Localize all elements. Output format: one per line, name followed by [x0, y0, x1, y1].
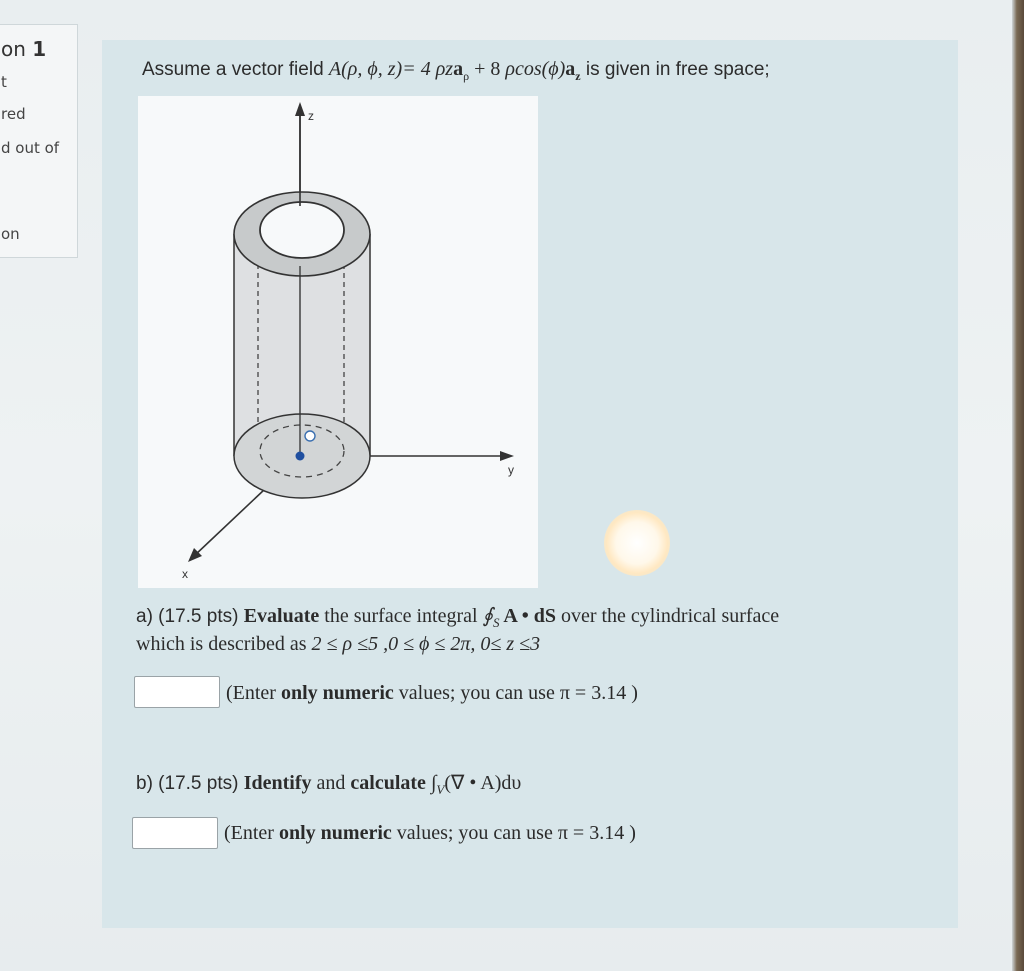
- y-axis-label: y: [508, 463, 514, 477]
- light-glare: [604, 510, 670, 576]
- x-axis-label: x: [182, 567, 188, 581]
- question-status: red: [1, 105, 26, 123]
- question-number: on 1: [1, 37, 47, 61]
- question-info-panel: [0, 24, 78, 258]
- marks-info: d out of: [1, 139, 60, 157]
- answer-hint-a: (Enter only numeric values; you can use π = 3.14 ): [226, 682, 638, 704]
- answer-input-a[interactable]: [134, 676, 220, 708]
- part-b-text: b) (17.5 pts) Identify and calculate $\int_V(\nabla$ • A)dυ: [136, 772, 522, 797]
- vector-field-expression: (ρ, ϕ, z)= 4 ρza$_\rho$ + 8 $\rho\cos(\phi)a_z$: [341, 58, 581, 83]
- flag-question[interactable]: on: [1, 225, 20, 243]
- question-prompt: Assume a vector field A(ρ, ϕ, z)= 4 ρza$_\rho$ + 8 $\rho\cos(\phi)a_z$ is given in free space;: [142, 58, 770, 83]
- cylinder-figure: [138, 96, 538, 588]
- cylinder-diagram: [138, 96, 538, 588]
- part-a-text: a) (17.5 pts) Evaluate the surface integral $∮_S$ A • dS over the cylindrical surface: [136, 605, 780, 630]
- part-a-bounds: which is described as 2 ≤ ρ ≤5 ,0 ≤ ϕ ≤ 2π, 0≤ z ≤3: [136, 633, 541, 655]
- answer-hint-b: (Enter only numeric values; you can use π = 3.14 ): [224, 822, 636, 844]
- z-axis-label: z: [308, 109, 314, 123]
- volume-integral-symbol: $\int_V$: [425, 772, 445, 797]
- answer-input-b[interactable]: [132, 817, 218, 849]
- info-line: t: [1, 73, 7, 91]
- surface-integral-symbol: $∮_S$: [482, 605, 500, 630]
- screen-edge: [1012, 0, 1024, 971]
